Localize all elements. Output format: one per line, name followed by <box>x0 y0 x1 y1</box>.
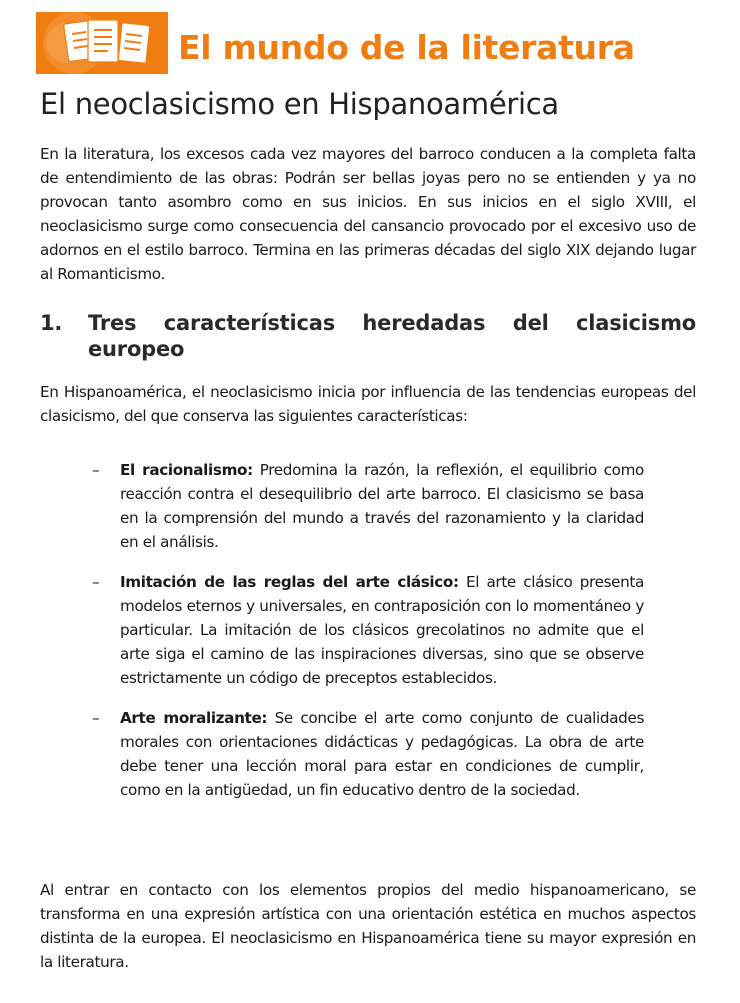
section-title: El mundo de la literatura <box>178 28 635 67</box>
document-pages-icon <box>36 12 168 74</box>
list-item-text: Se concibe el arte como conjunto de cualidades morales con orientaciones didácticas y pedagógicas. La obra de arte debe tener una lección moral para estar en condiciones de cumplir, como en la antigüedad, un fin educativo dentro de la sociedad. <box>120 709 645 799</box>
closing-paragraph: Al entrar en contacto con los elementos propios del medio hispanoamericano, se transforma en una expresión artística con una orientación estética en muchos aspectos distinta de la europea. El neoclasicismo en Hispanoamérica tiene su mayor expresión en la literatura. <box>40 881 696 971</box>
bullet-dash: – <box>92 461 100 479</box>
section-number: 1. <box>40 311 63 335</box>
section-heading-text: Tres características heredadas del clasicismo europeo <box>88 311 696 361</box>
list-item-text: El arte clásico presenta modelos eternos y universales, en contraposición con lo momentáneo y particular. La imitación de los clásicos grecolatinos no admite que el arte siga el camino de las inspiraciones diversas, sino que se observe estrictamente un código de preceptos establecidos. <box>120 573 644 687</box>
list-item <box>92 458 644 554</box>
list-item-term: Imitación de las reglas del arte clásico: <box>120 573 459 591</box>
section-heading <box>40 310 696 362</box>
characteristics-list <box>92 458 644 802</box>
section-lead-paragraph: En Hispanoamérica, el neoclasicismo inicia por influencia de las tendencias europeas del clasicismo, del que conserva las siguientes características: <box>40 383 696 425</box>
intro-paragraph: En la literatura, los excesos cada vez mayores del barroco conducen a la completa falta de entendimiento de las obras: Podrán ser bellas joyas pero no se entienden y ya no provocan tanto asombro como en sus inicios. En sus inicios en el siglo XVIII, el neoclasicismo surge como consecuencia del cansancio provocado por el excesivo uso de adornos en el estilo barroco. Termina en las primeras décadas del siglo XIX dejando lugar al Romanticismo. <box>40 145 696 283</box>
list-item-term: Arte moralizante: <box>120 709 268 727</box>
list-item <box>92 570 644 690</box>
page-title: El neoclasicismo en Hispanoamérica <box>40 87 559 121</box>
page-header <box>36 12 726 78</box>
bullet-dash: – <box>92 573 100 591</box>
bullet-dash: – <box>92 709 100 727</box>
list-item <box>92 706 644 802</box>
list-item-term: El racionalismo: <box>120 461 253 479</box>
list-item-text: Predomina la razón, la reflexión, el equilibrio como reacción contra el desequilibrio del arte barroco. El clasicismo se basa en la comprensión del mundo a través del razonamiento y la claridad en el análisis. <box>120 461 644 551</box>
